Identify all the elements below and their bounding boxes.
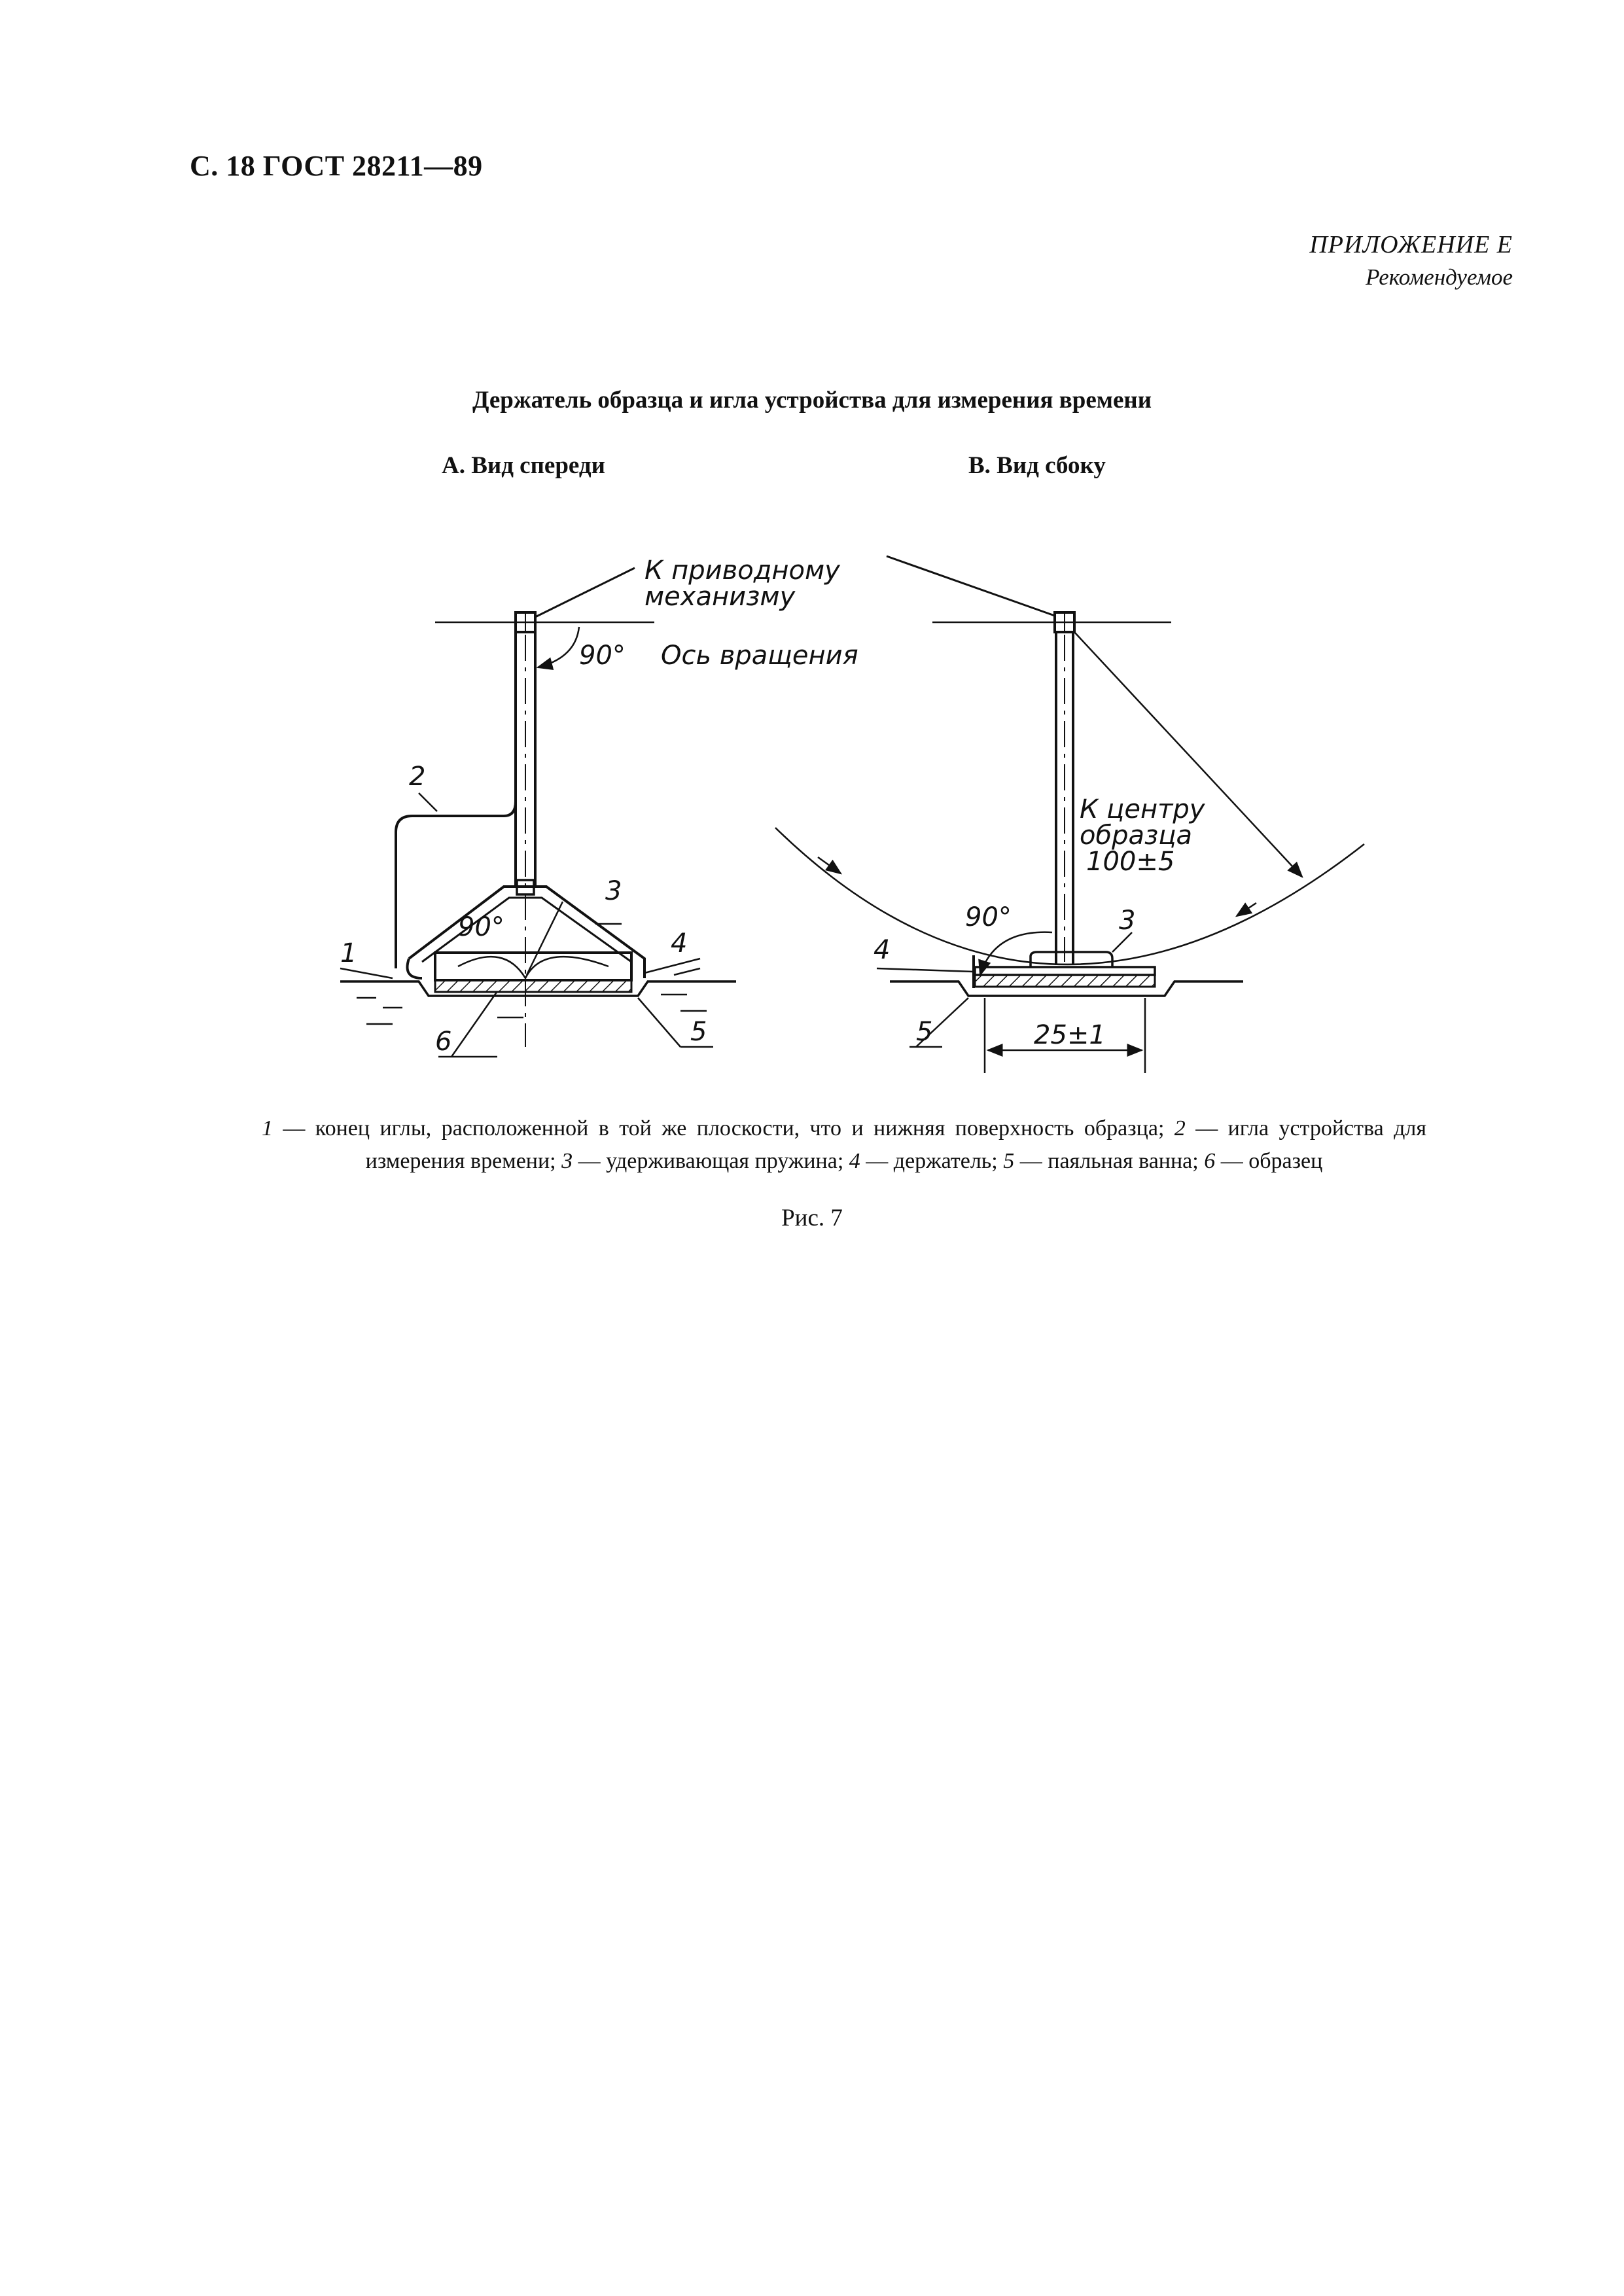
legend-num-1: 1 xyxy=(262,1116,273,1140)
front-view-label: А. Вид спереди xyxy=(442,452,605,479)
figure-title: Держатель образца и игла устройства для измерения времени xyxy=(472,387,1152,414)
side-view-label: В. Вид сбоку xyxy=(968,452,1106,479)
label-part-5-side: 5 xyxy=(916,1017,933,1047)
label-angle-side: 90° xyxy=(965,902,1012,932)
label-part-2: 2 xyxy=(409,762,426,792)
legend-text-6: — образец xyxy=(1215,1149,1323,1173)
legend-num-6: 6 xyxy=(1204,1149,1216,1173)
label-part-5-front: 5 xyxy=(690,1017,707,1047)
label-radius: 100±5 xyxy=(1086,847,1175,877)
legend-num-4: 4 xyxy=(849,1149,860,1173)
label-width: 25±1 xyxy=(1034,1020,1106,1050)
page-header: С. 18 ГОСТ 28211—89 xyxy=(190,150,483,182)
label-rotation-axis: Ось вращения xyxy=(661,641,858,671)
technical-drawing xyxy=(0,0,1624,1112)
side-holder-plate xyxy=(975,975,1155,987)
label-to-drive-1: К приводному xyxy=(644,556,840,586)
side-angle-arc xyxy=(980,932,1052,975)
front-angle-arc xyxy=(538,627,579,667)
side-view-drawing xyxy=(775,556,1364,1073)
label-to-drive-2: механизму xyxy=(644,582,796,612)
front-drive-leader xyxy=(535,568,635,617)
side-specimen xyxy=(975,967,1155,975)
legend-text-5: — паяльная ванна; xyxy=(1014,1149,1205,1173)
label-part-6: 6 xyxy=(435,1027,452,1057)
front-holder-plate xyxy=(435,980,631,992)
legend-num-3: 3 xyxy=(561,1149,573,1173)
legend-text-2: — игла устройства для измерения времени; xyxy=(365,1116,1426,1173)
legend-num-2: 2 xyxy=(1174,1116,1186,1140)
figure-legend xyxy=(262,1112,1426,1178)
label-part-1: 1 xyxy=(340,938,357,968)
legend-num-5: 5 xyxy=(1003,1149,1015,1173)
appendix-title: ПРИЛОЖЕНИЕ Е xyxy=(1309,231,1513,258)
label-angle-front-top: 90° xyxy=(579,641,626,671)
label-part-3-side: 3 xyxy=(1119,906,1136,936)
label-part-4-side: 4 xyxy=(874,935,891,965)
appendix-status: Рекомендуемое xyxy=(1366,264,1513,290)
label-angle-front-spring: 90° xyxy=(458,912,504,942)
figure-caption: Рис. 7 xyxy=(781,1205,843,1231)
front-part-2 xyxy=(396,802,516,929)
label-to-center-2: образца xyxy=(1080,821,1193,851)
label-part-4-front: 4 xyxy=(671,928,688,959)
legend-text-4: — держатель; xyxy=(860,1149,1004,1173)
legend-text-3: — удерживающая пружина; xyxy=(573,1149,849,1173)
label-part-3-front: 3 xyxy=(605,876,622,906)
legend-text-1: — конец иглы, расположенной в той же плоскости, что и нижняя поверхность образца; xyxy=(273,1116,1174,1140)
label-to-center-1: К центру xyxy=(1080,794,1205,824)
